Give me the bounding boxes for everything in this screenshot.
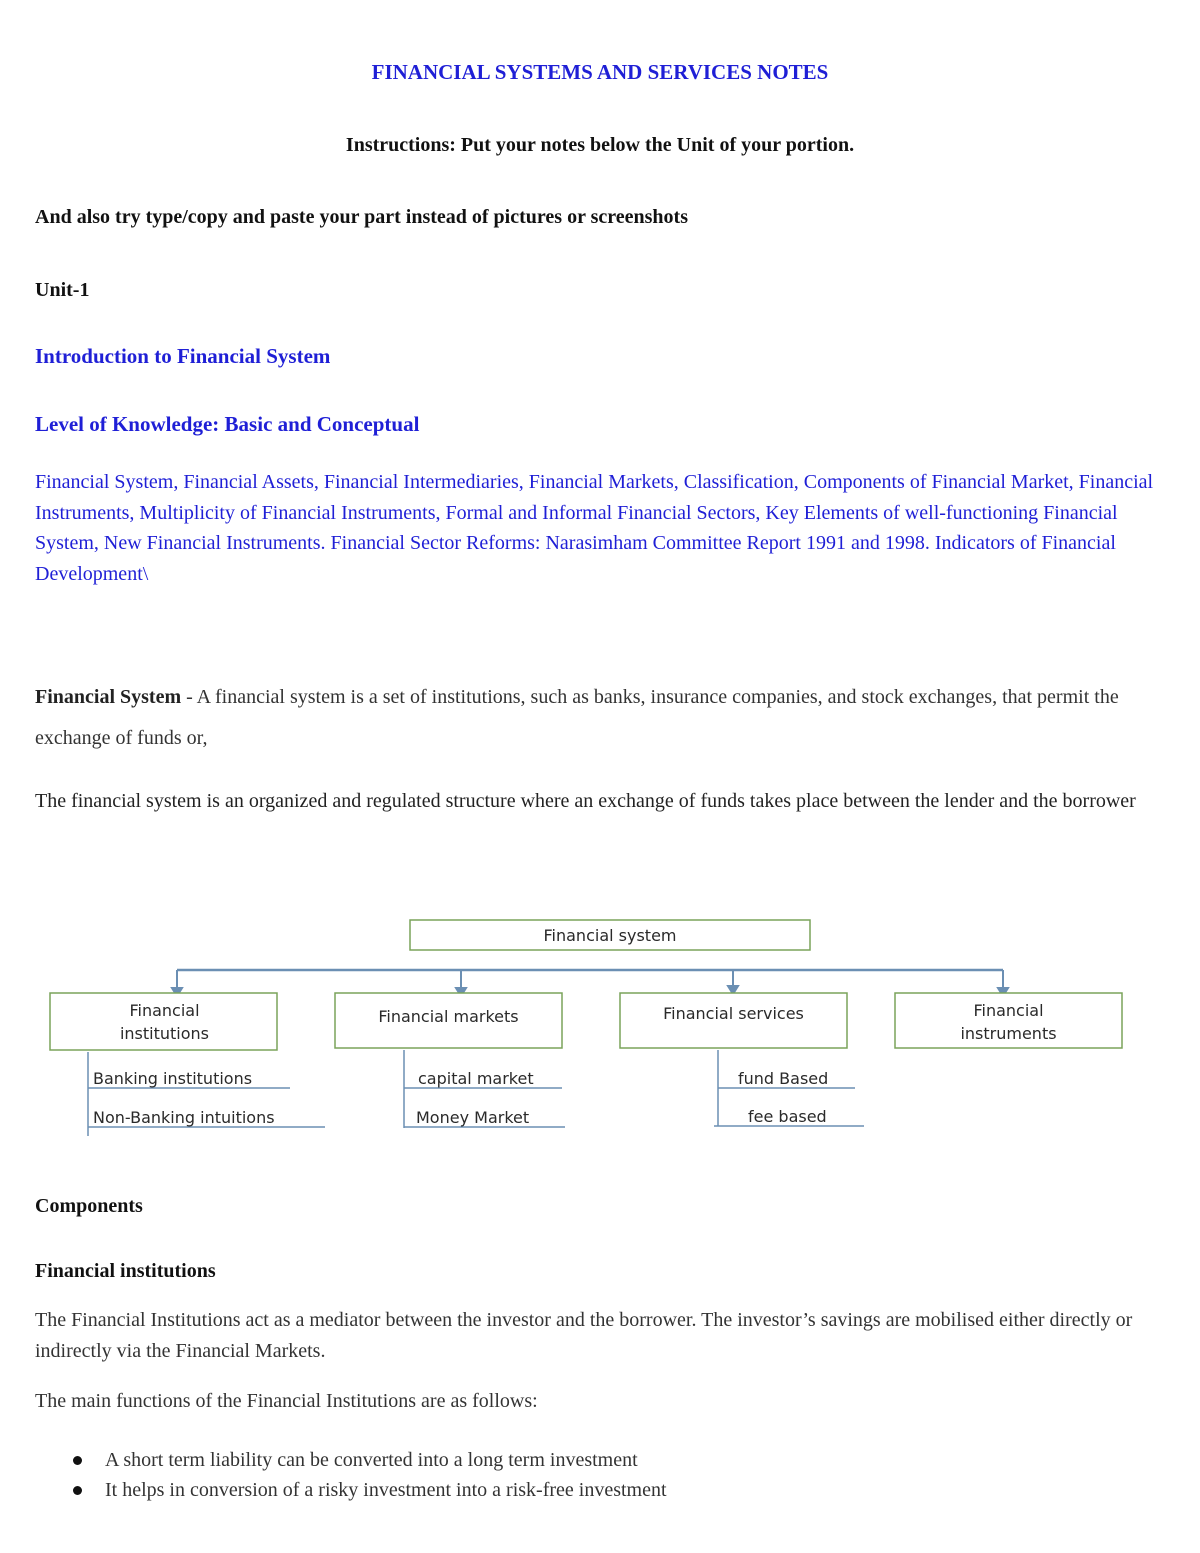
also-instruction-text: And also try type/copy and paste your part instead of pictures or screenshots (35, 206, 688, 228)
diagram-child-fee-based: fee based (748, 1107, 827, 1126)
level-heading: Level of Knowledge: Basic and Conceptual (35, 412, 420, 436)
diagram-child-banking: Banking institutions (93, 1069, 253, 1088)
topics-paragraph: Financial System, Financial Assets, Financial Intermediaries, Financial Markets, Classification, Components of Financial Market, Financial Instruments, Multiplicity of Financial Instruments, Formal and Informal Financial Sectors, Key Elements of well-functioning Financial System, New Financial Instruments. Financial Sector Reforms: Narasimham Committee Report 1991 and 1998. Indicators of Financial Development\ (35, 471, 1154, 585)
diagram-child-non-banking: Non-Banking intuitions (93, 1108, 275, 1127)
list-item (45, 1445, 667, 1475)
list-item-text: A short term liability can be converted into a long term investment (105, 1449, 638, 1471)
intro-heading: Introduction to Financial System (35, 344, 331, 368)
diagram-child-fund-based: fund Based (738, 1069, 829, 1088)
components-heading: Components (35, 1195, 143, 1217)
functions-intro: The main functions of the Financial Institutions are as follows: (35, 1390, 538, 1412)
financial-system-definition (35, 677, 1175, 759)
instructions-text: Instructions: Put your notes below the Unit of your portion. (345, 134, 855, 156)
diagram-root-label: Financial system (543, 926, 677, 945)
diagram-child-money-market: Money Market (416, 1108, 530, 1127)
diagram-branch-services: Financial services (663, 1004, 804, 1023)
diagram-branch-instruments: Financial instruments (960, 1001, 1057, 1043)
unit-heading: Unit-1 (35, 279, 90, 301)
financial-system-definition-alt: The financial system is an organized and regulated structure where an exchange of funds takes place between the lender and the borrower (35, 790, 1136, 812)
arrow-icons (172, 970, 1008, 996)
list-item-text: It helps in conversion of a risky investment into a risk-free investment (105, 1479, 667, 1501)
financial-system-definition-text: - A financial system is a set of institutions, such as banks, insurance companies, and stock exchanges, that permit the exchange of funds or, (35, 686, 1119, 749)
financial-system-diagram (0, 910, 1200, 1150)
financial-system-term: Financial System (35, 686, 182, 708)
diagram-child-capital-market: capital market (418, 1069, 534, 1088)
financial-institutions-heading: Financial institutions (35, 1260, 216, 1282)
functions-list (45, 1445, 667, 1505)
diagram-branch-institutions: Financial institutions (119, 1001, 210, 1043)
document-title: FINANCIAL SYSTEMS AND SERVICES NOTES (371, 60, 829, 84)
bullet-icon (73, 1486, 82, 1495)
list-item (45, 1475, 667, 1505)
financial-institutions-paragraph: The Financial Institutions act as a mediator between the investor and the borrower. The investor’s savings are mobilised either directly or indirectly via the Financial Markets. (35, 1309, 1133, 1362)
diagram-branch-markets: Financial markets (378, 1007, 519, 1026)
bullet-icon (73, 1456, 82, 1465)
